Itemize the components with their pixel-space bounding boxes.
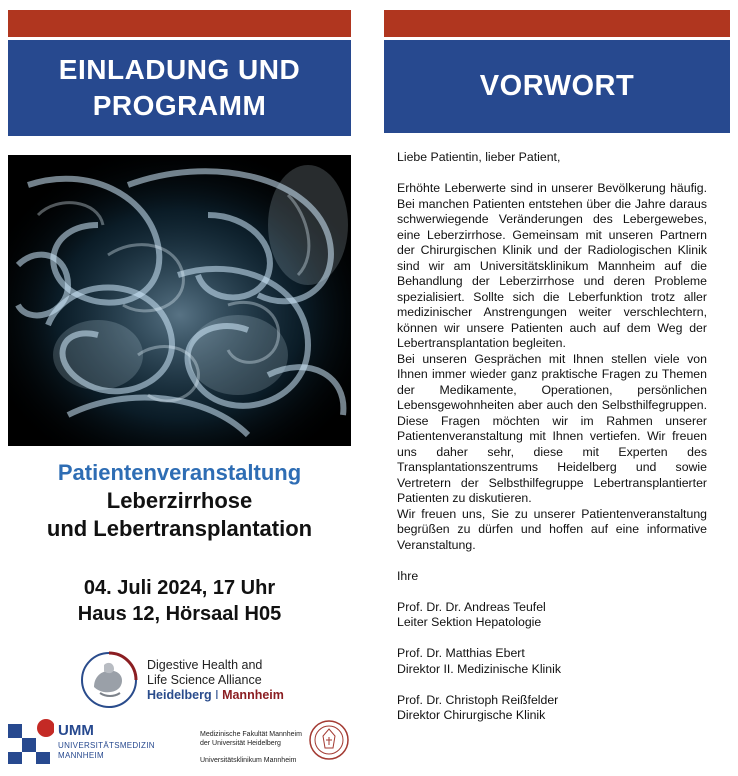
umm-logo-mark (8, 716, 54, 769)
faculty-line-1: Medizinische Fakultät Mannheim (200, 731, 302, 738)
umm-name: UMM (58, 722, 94, 739)
university-seal-icon (309, 720, 349, 765)
signatory-3-role: Direktor Chirurgische Klinik (397, 708, 546, 722)
event-subtitle: Patientenveranstaltung (57, 460, 302, 485)
dhsa-city-mannheim: Mannheim (222, 688, 284, 702)
xray-abdomen-image (8, 155, 351, 446)
event-date-location (8, 575, 351, 627)
dhsa-logo (80, 651, 138, 714)
signatory-1-name: Prof. Dr. Dr. Andreas Teufel (397, 599, 546, 614)
faculty-text (200, 730, 302, 765)
umm-subtitle-line-2: MANNHEIM (58, 751, 104, 760)
foreword-text (397, 150, 707, 724)
dhsa-text (147, 658, 284, 703)
title-line-1: EINLADUNG UND (58, 54, 301, 85)
left-red-bar (8, 10, 351, 37)
faculty-line-2: der Universität Heidelberg (200, 740, 281, 747)
foreword-paragraph-3: Wir freuen uns, Sie zu unserer Patientenveranstaltung begrüßen zu dürfen und hoffen auf eine informative Veranstaltung. (397, 506, 707, 552)
event-location: Haus 12, Hörsaal H05 (77, 603, 282, 625)
umm-subtitle (58, 741, 155, 761)
dhsa-city-heidelberg: Heidelberg (147, 688, 212, 702)
foreword-paragraph-2: Bei unseren Gesprächen mit Ihnen stellen viele von Ihnen immer wieder ganz praktische Fragen zu Themen der Medikamente, Operationen, persönlichen Lebensgewohnheiten aber auch den Selbsthilfegruppen. Diese Fragen möchten wir im Rahmen unserer Patientenveranstaltung mit Ihnen vertiefen. Wir freuen uns daher sehr, diese mit Experten des Transplantationszentrums Heidelberg und sowie Vertretern der Selbsthilfegruppe Lebertransplantierter Patienten zu diskutieren. (397, 351, 707, 505)
title-line-2: PROGRAMM (92, 90, 267, 121)
signatory-2-name: Prof. Dr. Matthias Ebert (397, 646, 525, 660)
event-title-line-1: Leberzirrhose (106, 488, 253, 513)
right-red-bar (384, 10, 730, 37)
salutation: Liebe Patientin, lieber Patient, (397, 150, 561, 164)
umm-subtitle-line-1: UNIVERSITÄTSMEDIZIN (58, 741, 155, 750)
right-title-banner: VORWORT (384, 40, 730, 133)
signatory-3-name: Prof. Dr. Christoph Reißfelder (397, 692, 559, 707)
signatory-1-role: Leiter Sektion Hepatologie (397, 615, 542, 629)
dhsa-line-2: Life Science Alliance (147, 673, 262, 687)
event-block (8, 459, 351, 543)
signatory-2-role: Direktor II. Medizinische Klinik (397, 661, 562, 676)
dhsa-line-1: Digestive Health and (147, 658, 263, 672)
dhsa-locations (147, 688, 284, 703)
left-title-banner (8, 40, 351, 136)
foreword-paragraph-1: Erhöhte Leberwerte sind in unserer Bevölkerung häufig. Bei manchen Patienten entstehen über die Jahre daraus schwerwiegende Veränderungen des Lebergewebes, eine Leberzirrhose. Gemeinsam mit unseren Partnern der Chirurgischen Klinik und der Radiologischen Klinik sind wir am Universitätsklinikum Mannheim auf die Behandlung der Leberzirrhose und deren Probleme spezialisiert. Sollte sich die Leberfunktion trotz aller medizinischer Anstrengungen weiter verschlechtern, können wir unsere Patienten auch auf dem Weg der Lebertransplantation begleiten. (397, 181, 707, 350)
event-date-time: 04. Juli 2024, 17 Uhr (83, 577, 276, 599)
closing: Ihre (397, 568, 419, 583)
event-title-line-2: und Lebertransplantation (46, 516, 313, 541)
dhsa-separator: I (215, 688, 219, 702)
faculty-line-3: Universitätsklinikum Mannheim (200, 757, 297, 764)
